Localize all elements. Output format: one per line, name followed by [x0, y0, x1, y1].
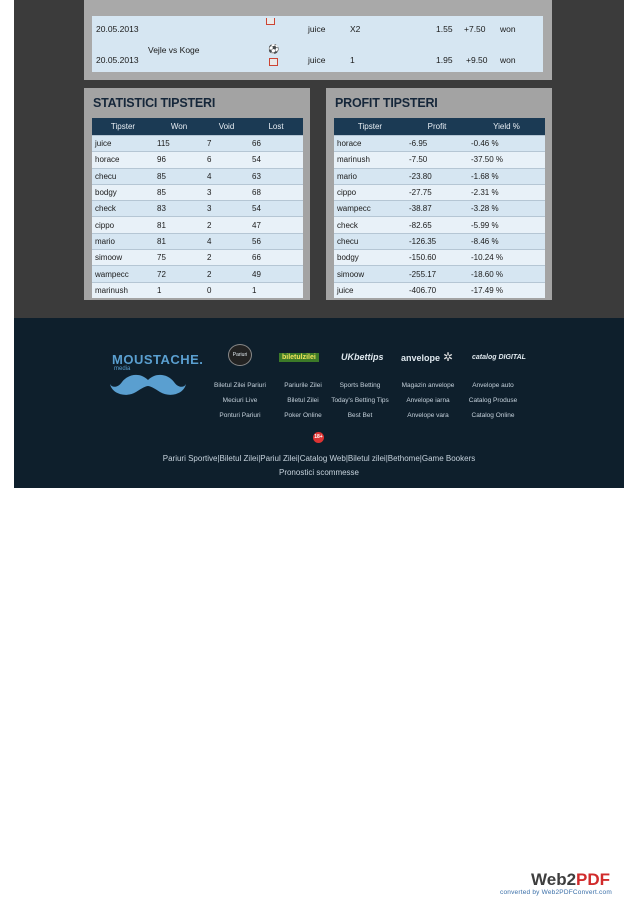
- table-cell: -27.75: [406, 184, 468, 200]
- link-separator: |: [345, 454, 348, 463]
- table-cell: -5.99 %: [468, 217, 545, 233]
- table-cell: 2: [204, 266, 249, 282]
- footer-link[interactable]: Ponturi Pariuri: [219, 412, 261, 419]
- table-cell: -37.50 %: [468, 152, 545, 168]
- bottom-link[interactable]: Pariul Zilei: [260, 454, 298, 463]
- table-cell: -82.65: [406, 217, 468, 233]
- table-cell: simoow: [334, 266, 406, 282]
- table-cell: checu: [334, 233, 406, 249]
- table-row: [92, 233, 303, 249]
- table-row: [92, 184, 303, 200]
- table-cell: 72: [154, 266, 204, 282]
- table-cell: -17.49 %: [468, 282, 545, 298]
- match-pick: X2: [350, 24, 361, 34]
- statistici-panel: [84, 88, 310, 300]
- table-cell: -126.35: [406, 233, 468, 249]
- match-tipster: juice: [308, 55, 326, 65]
- table-cell: -7.50: [406, 152, 468, 168]
- col-header-void[interactable]: Void: [204, 118, 249, 136]
- footer-link[interactable]: Pariurile Zilei: [284, 382, 322, 389]
- table-row: [92, 266, 303, 282]
- table-cell: -10.24 %: [468, 250, 545, 266]
- biletulzilei-logo[interactable]: biletulzilei: [279, 353, 319, 362]
- table-cell: 68: [249, 184, 303, 200]
- pariuri-logo[interactable]: Pariuri: [228, 344, 252, 366]
- table-cell: -18.60 %: [468, 266, 545, 282]
- table-cell: -2.31 %: [468, 184, 545, 200]
- table-cell: cippo: [334, 184, 406, 200]
- age-restriction-icon: 18+: [313, 432, 324, 443]
- table-cell: 83: [154, 201, 204, 217]
- profit-panel: [326, 88, 552, 300]
- table-cell: 1: [249, 282, 303, 298]
- table-row: [92, 282, 303, 298]
- footer-link[interactable]: Biletul Zilei: [287, 397, 319, 404]
- bottom-link[interactable]: Bethome: [387, 454, 420, 463]
- table-row: [334, 168, 545, 184]
- moustache-icon: [110, 372, 186, 398]
- table-cell: 66: [249, 136, 303, 152]
- table-cell: 2: [204, 217, 249, 233]
- footer-link[interactable]: Catalog Produse: [468, 397, 518, 404]
- table-cell: 4: [204, 168, 249, 184]
- table-cell: -1.68 %: [468, 168, 545, 184]
- table-cell: 75: [154, 250, 204, 266]
- table-cell: -6.95: [406, 136, 468, 152]
- table-cell: 6: [204, 152, 249, 168]
- table-cell: 1: [154, 282, 204, 298]
- table-cell: horace: [92, 152, 154, 168]
- col-header-lost[interactable]: Lost: [249, 118, 303, 136]
- table-cell: 81: [154, 233, 204, 249]
- match-date: 20.05.2013: [96, 55, 139, 65]
- statistici-title: STATISTICI TIPSTERI: [93, 96, 216, 110]
- table-row: [334, 266, 545, 282]
- table-cell: 4: [204, 233, 249, 249]
- link-separator: |: [217, 454, 220, 463]
- table-cell: 115: [154, 136, 204, 152]
- link-separator: |: [385, 454, 388, 463]
- footer-link[interactable]: Poker Online: [284, 412, 322, 419]
- table-cell: -0.46 %: [468, 136, 545, 152]
- table-cell: 2: [204, 250, 249, 266]
- table-row: [92, 168, 303, 184]
- table-cell: bodgy: [92, 184, 154, 200]
- table-cell: checu: [92, 168, 154, 184]
- table-cell: marinush: [334, 152, 406, 168]
- bottom-link[interactable]: Catalog Web: [299, 454, 346, 463]
- col-header-yield[interactable]: Yield %: [468, 118, 545, 136]
- table-cell: simoow: [92, 250, 154, 266]
- footer-link[interactable]: Anvelope vara: [407, 412, 449, 419]
- table-cell: juice: [334, 282, 406, 298]
- match-odds: 1.55: [436, 24, 453, 34]
- table-cell: mario: [334, 168, 406, 184]
- link-separator: |: [258, 454, 261, 463]
- table-cell: -23.80: [406, 168, 468, 184]
- table-cell: 54: [249, 201, 303, 217]
- ukbettips-logo[interactable]: UKbettips: [341, 352, 384, 362]
- bottom-link[interactable]: Biletul zilei: [347, 454, 386, 463]
- footer: [14, 318, 624, 488]
- table-cell: 47: [249, 217, 303, 233]
- football-icon: ⚽: [268, 44, 280, 54]
- bottom-link[interactable]: Game Bookers: [421, 454, 476, 463]
- table-row: [334, 217, 545, 233]
- table-cell: -38.87: [406, 201, 468, 217]
- table-cell: horace: [334, 136, 406, 152]
- table-cell: -150.60: [406, 250, 468, 266]
- match-profit: +9.50: [466, 55, 488, 65]
- table-row: [334, 250, 545, 266]
- table-cell: -406.70: [406, 282, 468, 298]
- match-pick: 1: [350, 55, 355, 65]
- table-row: [334, 282, 545, 298]
- catalog-digital-logo[interactable]: catalog DIGITAL: [472, 354, 526, 361]
- match-profit: +7.50: [464, 24, 486, 34]
- table-row: [334, 184, 545, 200]
- table-row: [92, 152, 303, 168]
- table-cell: wampecc: [334, 201, 406, 217]
- footer-link[interactable]: Biletul Zilei Pariuri: [213, 382, 267, 389]
- table-cell: bodgy: [334, 250, 406, 266]
- bottom-links: [14, 454, 624, 463]
- match-result: won: [500, 24, 516, 34]
- table-cell: -255.17: [406, 266, 468, 282]
- table-cell: marinush: [92, 282, 154, 298]
- link-separator: |: [297, 454, 300, 463]
- table-cell: 96: [154, 152, 204, 168]
- table-row: [92, 250, 303, 266]
- match-teams[interactable]: Vejle vs Koge: [148, 45, 200, 55]
- moustache-logo[interactable]: MOUSTACHE.: [112, 352, 204, 367]
- bottom-link-pronostici[interactable]: Pronostici scommesse: [278, 468, 360, 477]
- bottom-link[interactable]: Biletul Zilei: [219, 454, 259, 463]
- profit-title: PROFIT TIPSTERI: [335, 96, 438, 110]
- footer-link[interactable]: Sports Betting: [339, 382, 381, 389]
- table-row: [92, 217, 303, 233]
- table-cell: -8.46 %: [468, 233, 545, 249]
- web2pdf-link[interactable]: converted by Web2PDFConvert.com: [500, 889, 612, 896]
- match-tipster: juice: [308, 24, 326, 34]
- table-cell: 3: [204, 184, 249, 200]
- table-cell: 0: [204, 282, 249, 298]
- match-result: won: [500, 55, 516, 65]
- table-cell: 85: [154, 184, 204, 200]
- table-row: [92, 201, 303, 217]
- moustache-sub: media: [114, 366, 131, 372]
- col-header-tipster[interactable]: Tipster: [92, 118, 154, 136]
- link-separator: |: [419, 454, 422, 463]
- web2pdf-logo[interactable]: Web2PDF: [531, 870, 611, 889]
- col-header-profit[interactable]: Profit: [406, 118, 468, 136]
- table-cell: mario: [92, 233, 154, 249]
- row-divider: [92, 16, 543, 18]
- footer-link[interactable]: Best Bet: [347, 412, 373, 419]
- table-row: [334, 233, 545, 249]
- table-cell: wampecc: [92, 266, 154, 282]
- match-row: [92, 42, 543, 72]
- col-header-won[interactable]: Won: [154, 118, 204, 136]
- table-row: [334, 136, 545, 152]
- footer-link[interactable]: Today's Betting Tips: [331, 397, 389, 404]
- table-cell: 54: [249, 152, 303, 168]
- table-row: [334, 201, 545, 217]
- bottom-link[interactable]: Pariuri Sportive: [162, 454, 218, 463]
- table-cell: -3.28 %: [468, 201, 545, 217]
- footer-link[interactable]: Anvelope iarna: [406, 397, 450, 404]
- flag-icon: [269, 58, 278, 66]
- table-row: [92, 136, 303, 152]
- table-cell: check: [92, 201, 154, 217]
- anvelope-logo[interactable]: anvelope: [401, 353, 441, 363]
- table-cell: 7: [204, 136, 249, 152]
- table-cell: 66: [249, 250, 303, 266]
- table-cell: 56: [249, 233, 303, 249]
- table-cell: check: [334, 217, 406, 233]
- footer-link[interactable]: Magazin anvelope: [401, 382, 455, 389]
- tire-icon: ✲: [443, 350, 454, 364]
- table-cell: juice: [92, 136, 154, 152]
- footer-link[interactable]: Anvelope auto: [472, 382, 514, 389]
- profit-table: [334, 118, 545, 298]
- table-cell: cippo: [92, 217, 154, 233]
- match-odds: 1.95: [436, 55, 453, 65]
- table-cell: 63: [249, 168, 303, 184]
- table-cell: 81: [154, 217, 204, 233]
- match-date: 20.05.2013: [96, 24, 139, 34]
- table-cell: 85: [154, 168, 204, 184]
- col-header-tipster[interactable]: Tipster: [334, 118, 406, 136]
- footer-link[interactable]: Meciuri Live: [222, 397, 258, 404]
- table-cell: 3: [204, 201, 249, 217]
- table-cell: 49: [249, 266, 303, 282]
- footer-link[interactable]: Catalog Online: [471, 412, 515, 419]
- statistici-table: [92, 118, 303, 298]
- table-row: [334, 152, 545, 168]
